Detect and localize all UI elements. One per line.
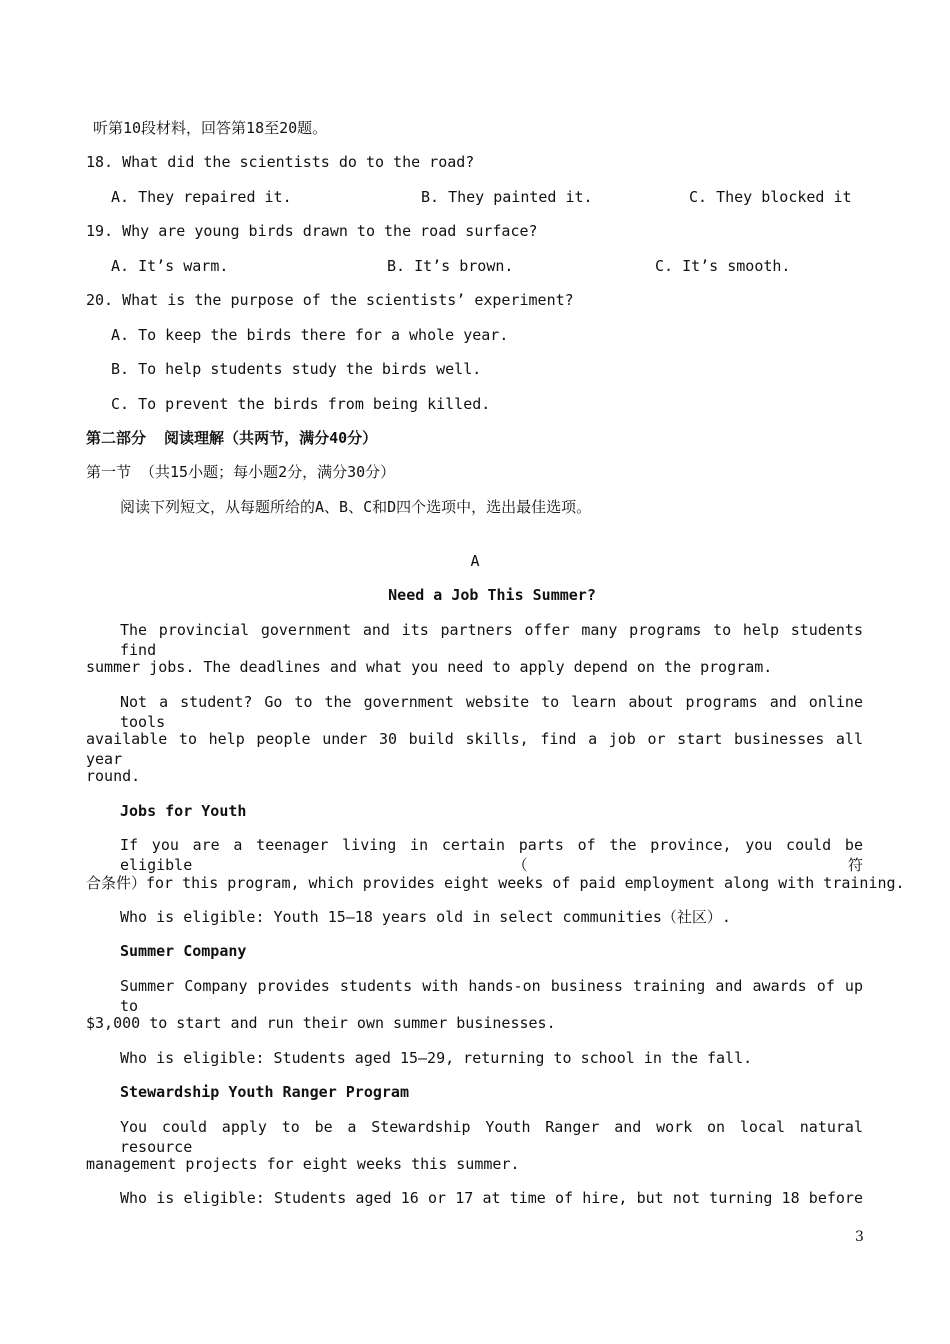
- passage-letter: A: [470, 552, 480, 570]
- reading-instruction: 阅读下列短文，从每题所给的A、B、C和D四个选项中，选出最佳选项。: [120, 498, 592, 516]
- paragraph-1-line-2: summer jobs. The deadlines and what you need to apply depend on the program.: [86, 658, 773, 676]
- question-18-option-c: C. They blocked it: [689, 188, 852, 206]
- listening-intro: 听第10段材料，回答第18至20题。: [93, 119, 328, 137]
- heading-stewardship-youth-ranger: Stewardship Youth Ranger Program: [120, 1083, 409, 1101]
- paragraph-1-line-1: The provincial government and its partners offer many programs to help students find: [120, 621, 863, 659]
- question-18-option-b: B. They painted it.: [421, 188, 593, 206]
- paragraph-8-line-1: Who is eligible: Students aged 16 or 17 at time of hire, but not turning 18 before: [120, 1189, 863, 1207]
- question-20-stem: 20. What is the purpose of the scientists’ experiment?: [86, 291, 574, 309]
- section-one-title: 第一节 （共15小题；每小题2分，满分30分）: [86, 463, 396, 481]
- heading-summer-company: Summer Company: [120, 942, 247, 960]
- paragraph-7-line-2: management projects for eight weeks this summer.: [86, 1155, 520, 1173]
- paragraph-6: Who is eligible: Students aged 15—29, returning to school in the fall.: [120, 1049, 753, 1067]
- paragraph-2-line-2: available to help people under 30 build skills, find a job or start businesses all year: [86, 730, 863, 768]
- paragraph-2-line-1: Not a student? Go to the government website to learn about programs and online tools: [120, 693, 863, 731]
- page-number: 3: [855, 1229, 864, 1245]
- heading-jobs-for-youth: Jobs for Youth: [120, 802, 247, 820]
- question-20-option-a: A. To keep the birds there for a whole year.: [111, 326, 509, 344]
- paragraph-3-line-1: If you are a teenager living in certain parts of the province, you could be eligible（符: [120, 836, 863, 874]
- paragraph-2-line-3: round.: [86, 767, 141, 785]
- question-19-stem: 19. Why are young birds drawn to the road surface?: [86, 222, 538, 240]
- part-two-title: 第二部分 阅读理解（共两节，满分40分）: [86, 429, 378, 447]
- question-19-option-b: B. It’s brown.: [387, 257, 514, 275]
- paragraph-7-line-1: You could apply to be a Stewardship Youth Ranger and work on local natural resource: [120, 1118, 863, 1156]
- question-18-option-a: A. They repaired it.: [111, 188, 292, 206]
- paragraph-5-line-1: Summer Company provides students with hands-on business training and awards of up to: [120, 977, 863, 1015]
- question-20-option-b: B. To help students study the birds well.: [111, 360, 482, 378]
- question-18-stem: 18. What did the scientists do to the road?: [86, 153, 475, 171]
- paragraph-4: Who is eligible: Youth 15—18 years old in select communities（社区）.: [120, 908, 731, 926]
- paragraph-5-line-2: $3,000 to start and run their own summer businesses.: [86, 1014, 556, 1032]
- question-19-option-c: C. It’s smooth.: [655, 257, 791, 275]
- question-19-option-a: A. It’s warm.: [111, 257, 229, 275]
- paragraph-3-line-2: 合条件）for this program, which provides eight weeks of paid employment along with training.: [86, 874, 905, 892]
- question-20-option-c: C. To prevent the birds from being killed.: [111, 395, 491, 413]
- passage-title: Need a Job This Summer?: [388, 586, 596, 604]
